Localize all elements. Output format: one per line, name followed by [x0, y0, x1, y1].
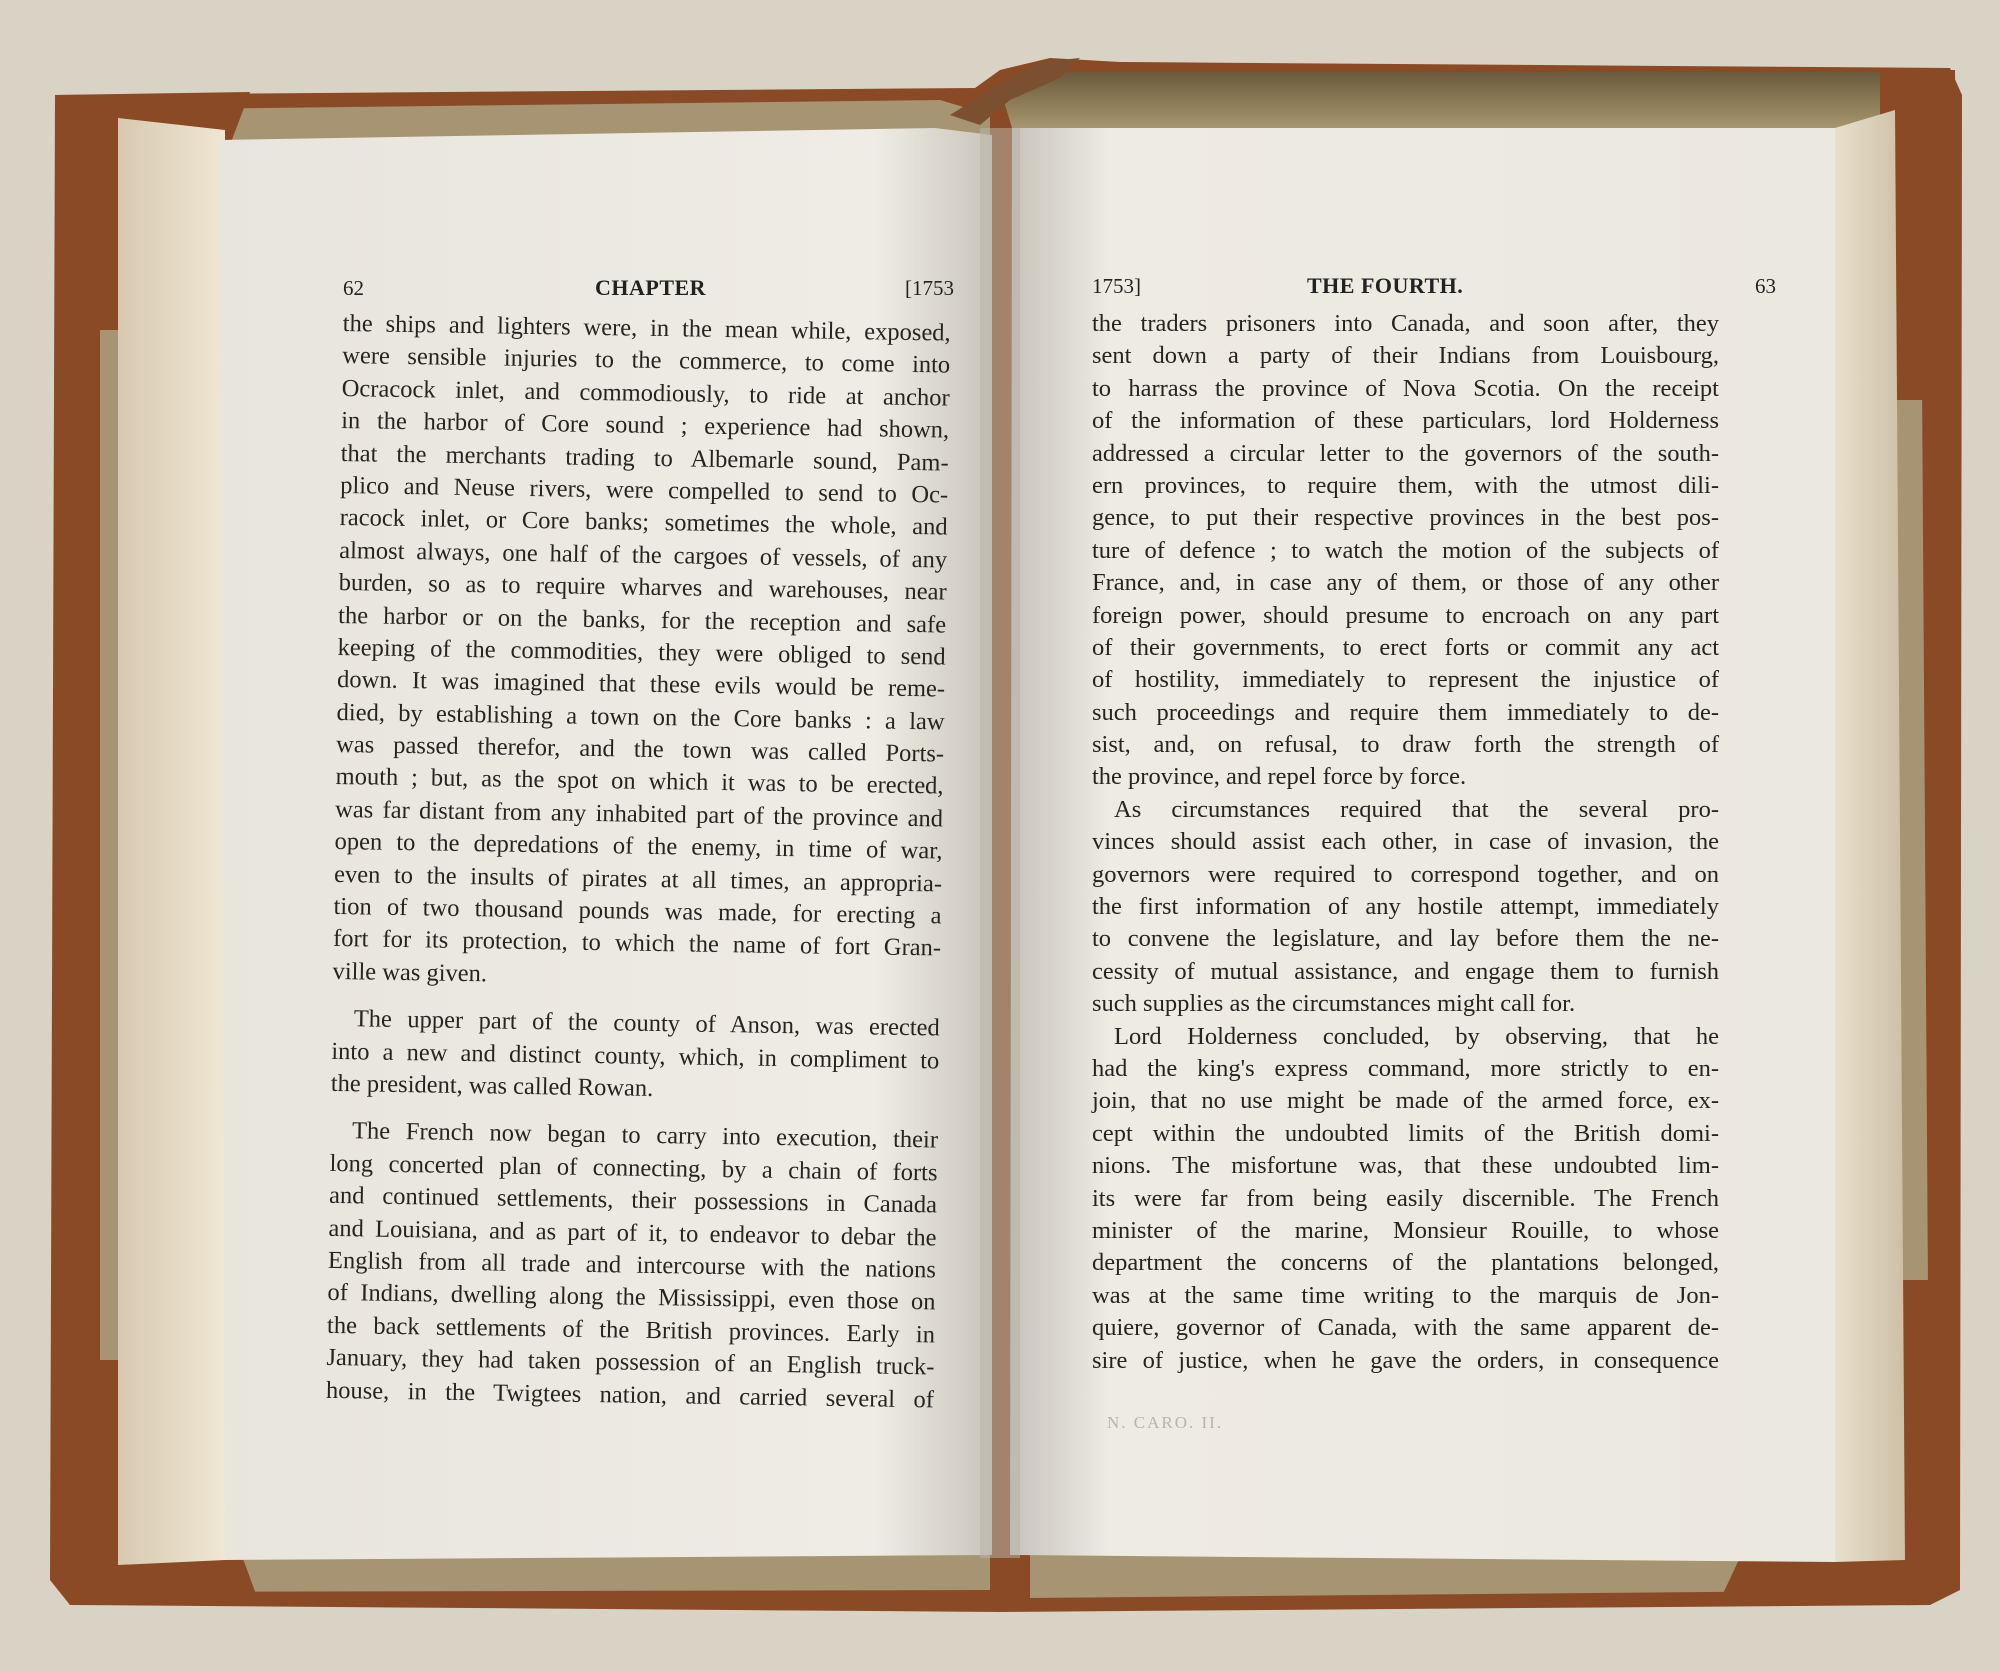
- text-line: its were far from being easily discernible. The French: [1092, 1184, 1719, 1212]
- right-top-edge: [1000, 72, 1880, 130]
- text-line: sist, and, on refusal, to draw forth the strength of: [1092, 731, 1719, 759]
- right-running-head: [1012, 256, 1836, 316]
- text-line: keeping of the commodities, they were obliged to send: [337, 633, 946, 671]
- right-body-text: [1092, 308, 1719, 1377]
- text-line: to convene the legislature, and lay before them the ne-: [1092, 925, 1719, 953]
- text-line: minister of the marine, Monsieur Rouille, to whose: [1092, 1216, 1719, 1244]
- running-title: CHAPTER: [595, 275, 707, 300]
- running-year: [1753: [905, 276, 954, 300]
- text-line: were sensible injuries to the commerce, to come into: [342, 342, 951, 379]
- text-line: was passed therefor, and the town was called Ports-: [335, 731, 945, 768]
- text-line: Lord Holderness concluded, by observing, that he: [1114, 1022, 1719, 1050]
- text-line: in the harbor of Core sound ; experience had shown,: [341, 407, 950, 444]
- text-line: foreign power, should presume to encroach on any part: [1092, 601, 1719, 629]
- running-title: THE FOURTH.: [1307, 273, 1464, 298]
- text-line: sent down a party of their Indians from Louisbourg,: [1092, 342, 1719, 370]
- text-line: down. It was imagined that these evils would be reme-: [336, 666, 946, 703]
- page-number: 63: [1755, 274, 1776, 298]
- right-page-edges: [1835, 110, 1905, 1562]
- text-line: such supplies as the circumstances might call for.: [1092, 990, 1576, 1018]
- text-line: cessity of mutual assistance, and engage them to furnish: [1092, 957, 1719, 985]
- text-line: house, in the Twigtees nation, and carried several of: [325, 1376, 935, 1413]
- signature-mark: N. CARO. II.: [1107, 1413, 1224, 1432]
- text-line: that the merchants trading to Albemarle sound, Pam-: [340, 439, 949, 477]
- text-line: of the information of these particulars, lord Holderness: [1092, 407, 1719, 435]
- left-page-content: [220, 140, 992, 1560]
- text-line: the first information of any hostile attempt, immediately: [1092, 893, 1719, 921]
- text-line: was at the same time writing to the marquis de Jon-: [1092, 1281, 1719, 1309]
- text-line: the traders prisoners into Canada, and soon after, they: [1092, 310, 1719, 337]
- text-line: was far distant from any inhabited part of the province and: [334, 795, 944, 833]
- text-line: mouth ; but, as the spot on which it was to be erected,: [335, 763, 944, 800]
- text-line: quiere, governor of Canada, with the same apparent de-: [1092, 1314, 1719, 1342]
- text-line: the ships and lighters were, in the mean while, exposed,: [342, 309, 951, 347]
- text-line: racock inlet, or Core banks; sometimes the whole, and: [339, 504, 948, 541]
- text-line: almost always, one half of the cargoes of vessels, of any: [338, 536, 948, 574]
- text-line: January, they had taken possession of an English truck-: [326, 1343, 935, 1381]
- text-line: fort for its protection, to which the name of fort Gran-: [332, 925, 942, 962]
- text-line: ture of defence ; to watch the motion of the subjects of: [1092, 536, 1719, 564]
- text-line: the province, and repel force by force.: [1092, 763, 1467, 791]
- text-line: and continued settlements, their possessions in Canada: [328, 1182, 938, 1219]
- text-line: long concerted plan of connecting, by a chain of forts: [329, 1149, 938, 1187]
- text-line: of Indians, dwelling along the Mississippi, even those on: [327, 1279, 936, 1316]
- text-line: such proceedings and require them immediately to de-: [1092, 698, 1719, 726]
- text-line: into a new and distinct county, which, in compliment to: [331, 1037, 940, 1075]
- text-line: nions. The misfortune was, that these undoubted lim-: [1092, 1152, 1719, 1180]
- text-line: gence, to put their respective provinces in the best pos-: [1092, 504, 1719, 532]
- text-line: ville was given.: [332, 957, 488, 988]
- page-number: 62: [343, 276, 364, 300]
- text-line: plico and Neuse rivers, were compelled to send to Oc-: [340, 471, 949, 509]
- text-line: sire of justice, when he gave the orders, in consequence: [1092, 1346, 1719, 1374]
- text-line: the harbor or on the banks, for the reception and safe: [337, 601, 947, 639]
- text-line: addressed a circular letter to the governors of the south-: [1092, 439, 1719, 467]
- left-body-text: [326, 308, 951, 1416]
- left-page-edges: [118, 118, 225, 1565]
- text-line: open to the depredations of the enemy, in time of war,: [334, 828, 943, 865]
- text-line: and Louisiana, and as part of it, to endeavor to debar the: [328, 1214, 937, 1251]
- text-line: to harrass the province of Nova Scotia. On the receipt: [1092, 374, 1719, 402]
- text-line: of their governments, to erect forts or commit any act: [1092, 633, 1719, 661]
- text-line: governors were required to correspond together, and on: [1092, 860, 1719, 888]
- left-running-head: [220, 258, 992, 318]
- text-line: As circumstances required that the several pro-: [1114, 795, 1719, 823]
- text-line: the back settlements of the British provinces. Early in: [326, 1311, 936, 1349]
- text-line: Ocracock inlet, and commodiously, to ride at anchor: [341, 374, 950, 412]
- text-line: vinces should assist each other, in case of invasion, the: [1092, 828, 1719, 856]
- text-line: burden, so as to require wharves and warehouses, near: [338, 569, 947, 606]
- text-line: the president, was called Rowan.: [330, 1069, 654, 1102]
- text-line: English from all trade and intercourse with the nations: [327, 1246, 937, 1284]
- text-line: department the concerns of the plantations belonged,: [1092, 1249, 1719, 1277]
- text-line: tion of two thousand pounds was made, for erecting a: [333, 892, 942, 930]
- text-line: of hostility, immediately to represent the injustice of: [1092, 666, 1719, 694]
- text-line: join, that no use might be made of the armed force, ex-: [1092, 1087, 1719, 1115]
- text-line: even to the insults of pirates at all times, an appropria-: [333, 860, 943, 898]
- text-line: died, by establishing a town on the Core banks : a law: [336, 698, 945, 736]
- running-year: 1753]: [1092, 274, 1141, 298]
- text-line: ern provinces, to require them, with the utmost dili-: [1092, 471, 1719, 499]
- text-line: had the king's express command, more strictly to en-: [1092, 1054, 1719, 1082]
- text-line: The French now began to carry into execution, their: [351, 1117, 939, 1154]
- text-line: cept within the undoubted limits of the British domi-: [1092, 1119, 1719, 1147]
- text-line: France, and, in case any of them, or those of any other: [1092, 569, 1719, 597]
- right-page-content: [1012, 128, 1836, 1558]
- text-line: The upper part of the county of Anson, was erected: [353, 1005, 940, 1042]
